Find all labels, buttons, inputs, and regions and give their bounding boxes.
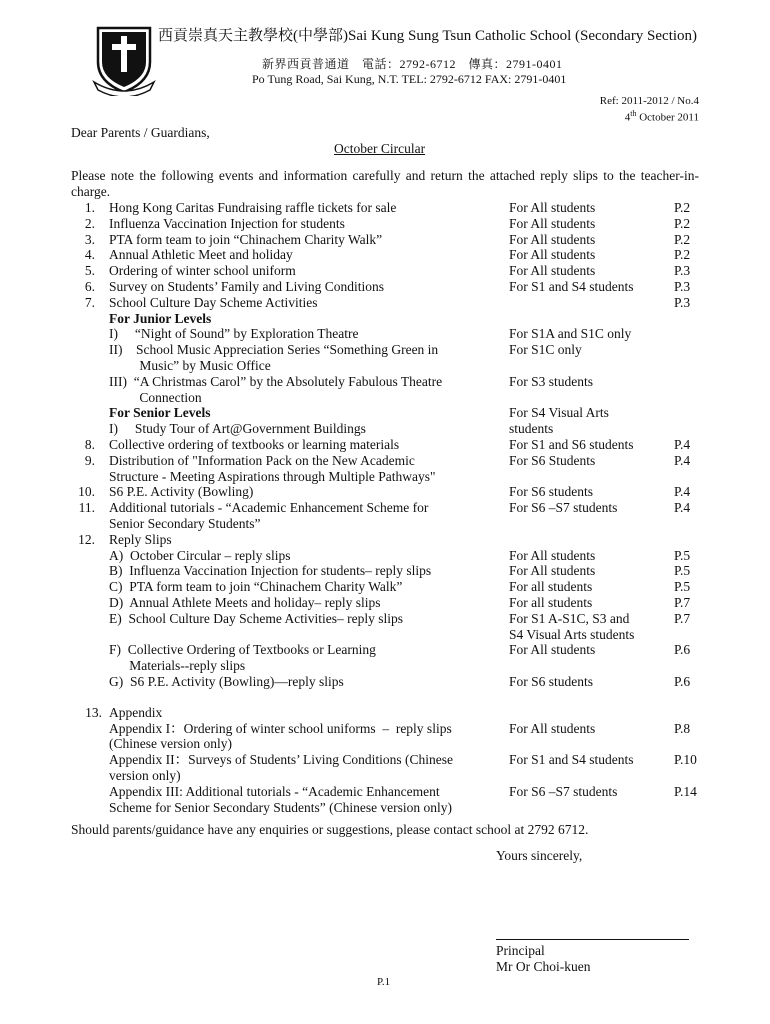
item-audience: For S6 students bbox=[509, 674, 594, 689]
list-item bbox=[0, 784, 770, 800]
item-audience: For All students bbox=[509, 231, 596, 247]
item-page-ref: P.3 bbox=[674, 294, 691, 310]
item-description: Additional tutorials - “Academic Enhancement Scheme for bbox=[109, 500, 429, 516]
item-page-ref: P.4 bbox=[674, 452, 691, 468]
item-description: G) S6 P.E. Activity (Bowling)—reply slips bbox=[109, 674, 344, 689]
item-page-ref: P.5 bbox=[674, 579, 691, 595]
school-crest-icon bbox=[92, 22, 156, 96]
item-number: 9. bbox=[84, 452, 95, 468]
reference-number: Ref: 2011-2012 / No.4 bbox=[599, 95, 699, 107]
list-item bbox=[0, 579, 770, 595]
item-page-ref: P.10 bbox=[674, 752, 697, 768]
item-description: Collective ordering of textbooks or learning materials bbox=[109, 437, 400, 452]
item-page-ref: P.7 bbox=[674, 595, 691, 610]
item-description: II) School Music Appreciation Series “Something Green in bbox=[109, 342, 439, 358]
item-audience: For S6 –S7 students bbox=[509, 500, 618, 516]
list-item bbox=[0, 642, 770, 658]
item-description: I) Study Tour of Art@Government Buildings bbox=[109, 421, 366, 437]
item-description: E) School Culture Day Scheme Activities– reply slips bbox=[109, 610, 403, 626]
item-description: III) “A Christmas Carol” by the Absolutely Fabulous Theatre bbox=[109, 373, 443, 389]
item-page-ref: P.4 bbox=[674, 484, 691, 500]
item-number: 3. bbox=[84, 231, 95, 247]
list-item bbox=[0, 627, 770, 643]
item-page-ref: P.4 bbox=[674, 437, 691, 452]
item-audience: For S1 and S4 students bbox=[509, 752, 634, 768]
list-item bbox=[0, 721, 770, 737]
item-number: 12. bbox=[78, 531, 95, 547]
list-item bbox=[0, 674, 770, 690]
item-audience: S4 Visual Arts students bbox=[509, 626, 635, 642]
item-number: 13. bbox=[85, 704, 102, 720]
item-audience: For S6 Students bbox=[509, 452, 596, 468]
closing-paragraph: Should parents/guidance have any enquiries or suggestions, please contact school at 2792 6712. bbox=[71, 822, 589, 837]
item-audience: For S1 and S6 students bbox=[509, 437, 634, 452]
item-description: Appendix bbox=[109, 704, 163, 720]
signatory-title: Principal bbox=[496, 943, 545, 958]
item-number: 2. bbox=[84, 215, 95, 231]
item-page-ref: P.5 bbox=[674, 563, 691, 579]
item-page-ref: P.5 bbox=[674, 547, 691, 563]
signature-line bbox=[496, 939, 689, 940]
list-item bbox=[0, 736, 770, 752]
item-audience: For S3 students bbox=[509, 373, 594, 389]
item-audience: For S1 A-S1C, S3 and bbox=[509, 610, 630, 626]
item-description: Music” by Music Office bbox=[109, 358, 271, 373]
list-item bbox=[0, 768, 770, 784]
item-page-ref: P.7 bbox=[674, 610, 691, 626]
list-item bbox=[0, 658, 770, 674]
item-audience: For All students bbox=[509, 263, 596, 279]
item-description: A) October Circular – reply slips bbox=[109, 547, 291, 563]
item-description: Appendix I：Ordering of winter school uniforms – reply slips bbox=[109, 720, 452, 736]
item-audience: For S1 and S4 students bbox=[509, 279, 634, 294]
sign-off: Yours sincerely, bbox=[496, 848, 583, 863]
list-item bbox=[0, 405, 770, 421]
item-description: Survey on Students’ Family and Living Conditions bbox=[109, 279, 384, 294]
list-item bbox=[0, 595, 770, 611]
item-number: 7. bbox=[84, 294, 95, 310]
item-number: 6. bbox=[84, 279, 95, 294]
list-item bbox=[0, 326, 770, 342]
list-item bbox=[0, 295, 770, 311]
item-page-ref: P.6 bbox=[674, 642, 691, 658]
item-description: Connection bbox=[109, 389, 202, 405]
item-audience: For All students bbox=[509, 720, 596, 736]
list-item bbox=[0, 453, 770, 469]
list-item bbox=[0, 247, 770, 263]
list-item bbox=[0, 516, 770, 532]
list-item bbox=[0, 342, 770, 358]
item-page-ref: P.3 bbox=[674, 279, 691, 294]
item-description: (Chinese version only) bbox=[109, 736, 232, 752]
item-page-ref: P.2 bbox=[674, 247, 691, 263]
item-number: 4. bbox=[84, 247, 95, 263]
list-item bbox=[0, 752, 770, 768]
list-item bbox=[0, 500, 770, 516]
list-item bbox=[0, 437, 770, 453]
item-audience: For All students bbox=[509, 247, 596, 263]
item-page-ref: P.8 bbox=[674, 720, 691, 736]
item-description: Reply Slips bbox=[109, 531, 172, 547]
item-description: School Culture Day Scheme Activities bbox=[109, 294, 318, 310]
salutation: Dear Parents / Guardians, bbox=[71, 125, 210, 140]
list-item bbox=[0, 421, 770, 437]
list-item bbox=[0, 358, 770, 374]
item-description: B) Influenza Vaccination Injection for students– reply slips bbox=[109, 563, 432, 579]
item-description: C) PTA form team to join “Chinachem Charity Walk” bbox=[109, 579, 403, 595]
item-audience: For all students bbox=[509, 579, 593, 595]
list-item bbox=[0, 374, 770, 390]
list-item bbox=[0, 705, 770, 721]
item-page-ref: P.2 bbox=[674, 231, 691, 247]
item-description: Senior Secondary Students” bbox=[109, 516, 261, 531]
page-number: P.1 bbox=[377, 976, 391, 988]
item-page-ref: P.2 bbox=[674, 200, 691, 215]
list-item bbox=[0, 800, 770, 816]
item-description: Scheme for Senior Secondary Students” (Chinese version only) bbox=[109, 799, 453, 815]
school-name: 西貢崇真天主教學校(中學部)Sai Kung Sung Tsun Catholic School (Secondary Section) bbox=[158, 28, 698, 44]
item-description: Influenza Vaccination Injection for students bbox=[109, 215, 345, 231]
list-item bbox=[0, 390, 770, 406]
item-description: Annual Athletic Meet and holiday bbox=[109, 247, 293, 263]
list-item bbox=[0, 263, 770, 279]
item-description: version only) bbox=[109, 768, 181, 783]
item-audience: For S1A and S1C only bbox=[509, 326, 632, 342]
item-audience: For All students bbox=[509, 215, 596, 231]
list-item bbox=[0, 311, 770, 327]
list-item bbox=[0, 548, 770, 564]
item-description: S6 P.E. Activity (Bowling) bbox=[109, 484, 254, 500]
item-audience: For S6 –S7 students bbox=[509, 783, 618, 799]
item-description: Appendix II：Surveys of Students’ Living Conditions (Chinese bbox=[109, 752, 453, 768]
item-page-ref: P.6 bbox=[674, 674, 691, 689]
item-page-ref: P.2 bbox=[674, 215, 691, 231]
list-item bbox=[0, 611, 770, 627]
item-description: Materials--reply slips bbox=[109, 658, 246, 674]
item-audience: For all students bbox=[509, 595, 593, 610]
item-description: Ordering of winter school uniform bbox=[109, 263, 296, 279]
list-item bbox=[0, 563, 770, 579]
item-description: Hong Kong Caritas Fundraising raffle tickets for sale bbox=[109, 200, 397, 215]
circular-title: October Circular bbox=[334, 141, 426, 156]
item-description: F) Collective Ordering of Textbooks or Learning bbox=[109, 642, 376, 658]
item-description: PTA form team to join “Chinachem Charity Walk” bbox=[109, 231, 383, 247]
item-audience: For S4 Visual Arts bbox=[509, 405, 609, 421]
item-audience: For All students bbox=[509, 547, 596, 563]
list-item bbox=[0, 484, 770, 500]
item-number: 5. bbox=[84, 263, 95, 279]
item-audience: For All students bbox=[509, 200, 596, 215]
item-description: Appendix III: Additional tutorials - “Academic Enhancement bbox=[109, 783, 440, 799]
list-item bbox=[0, 216, 770, 232]
item-audience: students bbox=[509, 421, 554, 437]
item-number: 10. bbox=[78, 484, 95, 500]
list-item bbox=[0, 469, 770, 485]
list-item bbox=[0, 200, 770, 216]
list-item bbox=[0, 279, 770, 295]
item-description: Distribution of "Information Pack on the New Academic bbox=[109, 452, 415, 468]
item-audience: For All students bbox=[509, 642, 596, 658]
item-number: 1. bbox=[84, 200, 95, 215]
item-audience: For All students bbox=[509, 563, 596, 579]
item-description: For Senior Levels bbox=[109, 405, 211, 421]
signatory-name: Mr Or Choi-kuen bbox=[496, 959, 591, 974]
item-number: 8. bbox=[84, 437, 95, 452]
item-description: D) Annual Athlete Meets and holiday– reply slips bbox=[109, 595, 381, 610]
item-page-ref: P.14 bbox=[674, 783, 697, 799]
item-description: Structure - Meeting Aspirations through Multiple Pathways" bbox=[109, 468, 436, 484]
item-audience: For S1C only bbox=[509, 342, 582, 358]
item-description: I) “Night of Sound” by Exploration Theatre bbox=[109, 326, 359, 342]
list-item bbox=[0, 532, 770, 548]
item-number: 11. bbox=[78, 500, 95, 516]
address-chinese: 新界西貢普通道 電話：2792-6712 傳真：2791-0401 bbox=[262, 57, 563, 71]
letter-date: 4th October 2011 bbox=[624, 109, 699, 124]
item-page-ref: P.3 bbox=[674, 263, 691, 279]
item-audience: For S6 students bbox=[509, 484, 594, 500]
list-item bbox=[0, 232, 770, 248]
intro-paragraph: Please note the following events and information carefully and return the attached reply slips to the teacher-in-charge. bbox=[71, 168, 699, 199]
item-description: For Junior Levels bbox=[109, 310, 212, 326]
item-page-ref: P.4 bbox=[674, 500, 691, 516]
address-english: Po Tung Road, Sai Kung, N.T. TEL: 2792-6712 FAX: 2791-0401 bbox=[252, 72, 567, 86]
